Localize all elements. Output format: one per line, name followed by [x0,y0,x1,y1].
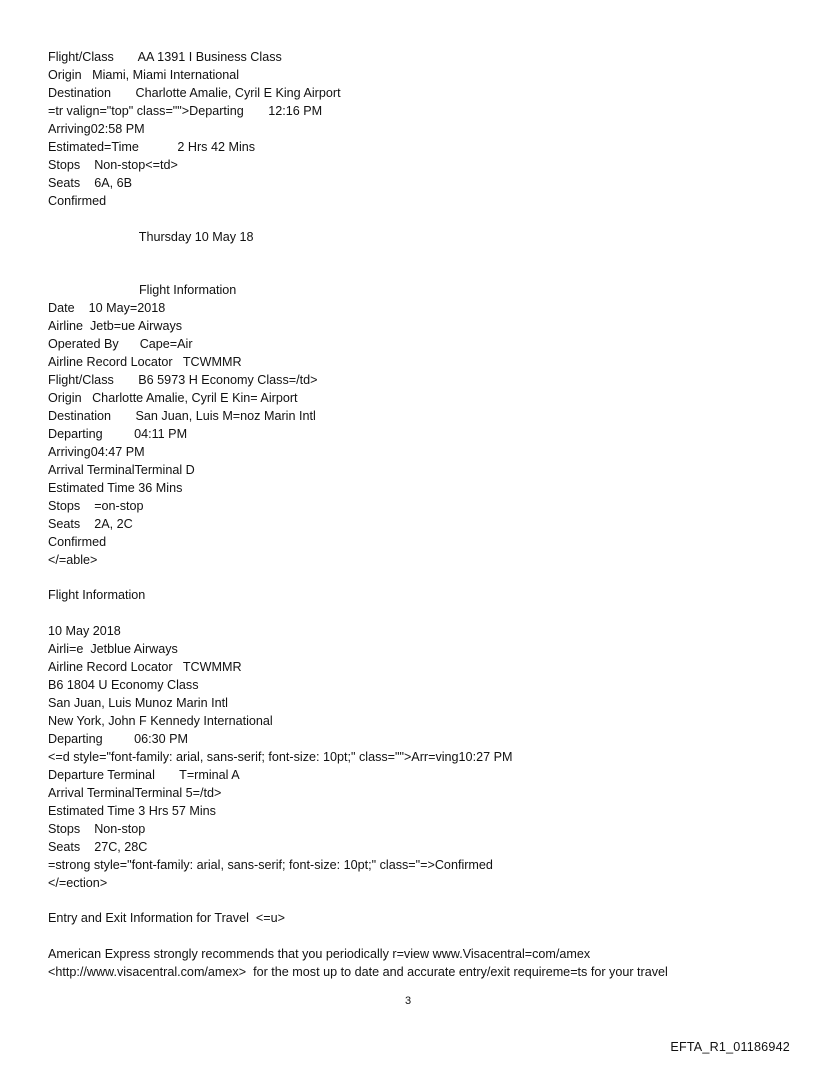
text-line-7: Stops Non-stop<=td> [48,158,178,172]
text-line-8: Seats 6A, 6B [48,176,133,190]
text-line-39: Stops Non-stop [48,822,146,836]
text-line-34: Departing 06:30 PM [48,732,189,746]
page-number: 3 [404,995,412,1007]
text-line-31: B6 1804 U Economy Class [48,678,199,692]
text-line-3: Destination Charlotte Amalie, Cyril E King Airport [48,86,341,100]
text-line-24: Seats 2A, 2C [48,517,133,531]
text-line-1: Flight/Class AA 1391 I Business Class [48,50,282,64]
text-line-40: Seats 27C, 28C [48,840,148,854]
text-line-30: Airline Record Locator TCWMMR [48,660,242,674]
text-line-6: Estimated=Time 2 Hrs 42 Mins [48,140,256,154]
text-line-44: American Express strongly recommends that you periodically r=view www.Visacentral=com/amex [48,947,591,961]
text-line-13: Airline Jetb=ue Airways [48,319,183,333]
text-line-19: Departing 04:11 PM [48,427,188,441]
text-line-22: Estimated Time 36 Mins [48,481,183,495]
text-line-45: <http://www.visacentral.com/amex> for the most up to date and accurate entry/exit requireme=ts for your travel [48,965,668,979]
text-line-18: Destination San Juan, Luis M=noz Marin Intl [48,409,316,423]
text-line-35: <=d style="font-family: arial, sans-serif; font-size: 10pt;" class="">Arr=ving10:27 PM [48,750,513,764]
text-line-37: Arrival TerminalTerminal 5=/td> [48,786,222,800]
text-line-9: Confirmed [48,194,107,208]
text-line-23: Stops =on-stop [48,499,144,513]
text-line-42: </=ection> [48,876,108,890]
section-heading-flight-information: Flight Information [48,283,237,297]
text-line-26: </=able> [48,553,98,567]
section-heading-flight-information-2: Flight Information [48,588,146,602]
section-heading-entry-exit: Entry and Exit Information for Travel <=u> [48,911,285,925]
text-line-17: Origin Charlotte Amalie, Cyril E Kin= Airport [48,391,298,405]
text-line-20: Arriving04:47 PM [48,445,145,459]
text-line-36: Departure Terminal T=rminal A [48,768,240,782]
text-line-14: Operated By Cape=Air [48,337,193,351]
text-line-4: =tr valign="top" class="">Departing 12:16 PM [48,104,323,118]
text-line-28: 10 May 2018 [48,624,121,638]
text-line-25: Confirmed [48,535,107,549]
text-line-2: Origin Miami, Miami International [48,68,240,82]
text-line-33: New York, John F Kennedy International [48,714,273,728]
text-line-41: =strong style="font-family: arial, sans-serif; font-size: 10pt;" class="=>Confirmed [48,858,493,872]
text-line-21: Arrival TerminalTerminal D [48,463,195,477]
text-line-16: Flight/Class B6 5973 H Economy Class=/td> [48,373,318,387]
text-line-15: Airline Record Locator TCWMMR [48,355,242,369]
date-heading: Thursday 10 May 18 [48,230,254,244]
text-line-12: Date 10 May=2018 [48,301,166,315]
bates-number: EFTA_R1_01186942 [670,1040,790,1054]
text-line-38: Estimated Time 3 Hrs 57 Mins [48,804,216,818]
text-line-5: Arriving02:58 PM [48,122,145,136]
text-line-29: Airli=e Jetblue Airways [48,642,178,656]
text-line-32: San Juan, Luis Munoz Marin Intl [48,696,228,710]
